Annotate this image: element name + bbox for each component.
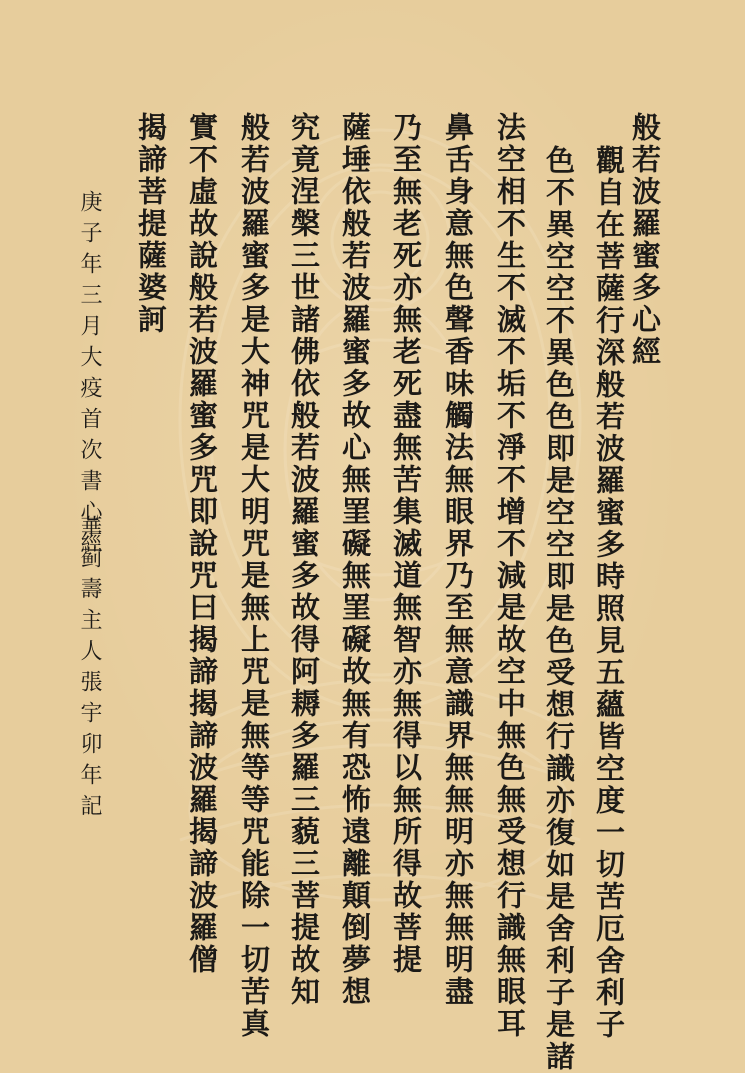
colophon-date: 庚子年三月大疫首次書心經 (77, 190, 102, 562)
sutra-column-7: 究竟涅槃三世諸佛依般若波羅蜜多故得阿耨多羅三藐三菩提故知 (287, 112, 321, 1008)
sutra-column-2: 色不異空空不異色色即是空空即是色受想行識亦復如是舍利子是諸 (542, 145, 576, 1073)
sutra-column-5: 乃至無老死亦無老死盡無苦集滅道無智亦無得以無所得故菩提 (389, 112, 423, 976)
sutra-title: 般若波羅蜜多心經 (628, 112, 662, 368)
sutra-column-4: 鼻舌身意無色聲香味觸法無眼界乃至無意識界無無明亦無無明盡 (441, 112, 475, 1008)
bodhisattva-figure-icon (150, 120, 610, 940)
sutra-column-8: 般若波羅蜜多是大神咒是大明咒是無上咒是無等等咒能除一切苦真 (237, 112, 271, 1040)
sutra-column-1: 觀自在菩薩行深般若波羅蜜多時照見五蘊皆空度一切苦厄舍利子 (592, 145, 626, 1041)
sutra-column-3: 法空相不生不滅不垢不淨不增不減是故空中無色無受想行識無眼耳 (493, 112, 527, 1040)
colophon-signature: 華蓟壽主人張宇卯年記 (77, 515, 102, 825)
sutra-column-6: 薩埵依般若波羅蜜多故心無罣礙無罣礙故無有恐怖遠離顛倒夢想 (338, 112, 372, 1008)
sutra-column-10: 揭諦菩提薩婆訶 (134, 112, 168, 336)
sutra-column-9: 實不虛故說般若波羅蜜多咒即說咒曰揭諦揭諦波羅揭諦波羅僧 (185, 112, 219, 976)
